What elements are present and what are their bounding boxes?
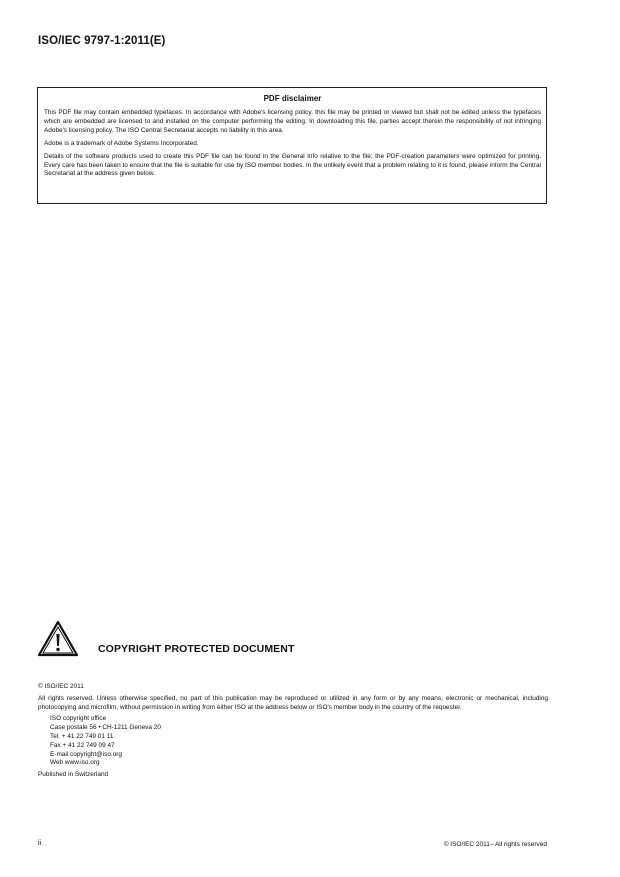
- office-email: E-mail copyright@iso.org: [50, 750, 123, 758]
- published-location: Published in Switzerland: [38, 771, 109, 779]
- rights-statement: All rights reserved. Unless otherwise specified, no part of this publication may be reproduced or utilized in any form or by any means, electronic or mechanical, including photocopying and microfilm, without permission in writing from either ISO at the address below or ISO's member body in the country of the requester.: [38, 694, 548, 711]
- footer-copyright: © ISO/IEC 2011– All rights reserved: [443, 841, 547, 848]
- pdf-disclaimer-box: [37, 87, 547, 204]
- office-website: Web www.iso.org: [50, 759, 100, 767]
- disclaimer-paragraph: This PDF file may contain embedded typefaces. In accordance with Adobe's licensing policy, this file may be printed or viewed but shall not be edited unless the typefaces which are embedded are licensed to and installed on the computer performing the editing. In downloading this file, parties accept therein the responsibility of not infringing Adobe's licensing policy. The ISO Central Secretariat accepts no liability in this area.: [44, 109, 541, 134]
- warning-icon: [37, 620, 79, 658]
- disclaimer-paragraph: Adobe is a trademark of Adobe Systems Incorporated.: [44, 139, 199, 147]
- disclaimer-paragraph: Details of the software products used to create this PDF file can be found in the General Info relative to the file; the PDF-creation parameters were optimized for printing. Every care has been taken to ensure that the file is suitable for use by ISO member bodies. In the unlikely event that a problem relating to it is found, please inform the Central Secretariat at the address given below.: [44, 152, 541, 178]
- page-number: ii: [38, 840, 42, 847]
- office-name: ISO copyright office: [50, 715, 107, 723]
- office-fax: Fax + 41 22 749 09 47: [50, 741, 115, 749]
- document-id: ISO/IEC 9797-1:2011(E): [38, 35, 166, 47]
- copyright-year: © ISO/IEC 2011: [38, 683, 84, 690]
- copyright-section: [38, 683, 548, 780]
- office-postal-address: Case postale 56 • CH-1211 Geneva 20: [50, 724, 161, 732]
- office-telephone: Tel. + 41 22 749 01 11: [50, 732, 114, 740]
- disclaimer-title: PDF disclaimer: [263, 94, 322, 103]
- copyright-heading: COPYRIGHT PROTECTED DOCUMENT: [98, 643, 295, 655]
- copyright-office-address: [38, 715, 548, 768]
